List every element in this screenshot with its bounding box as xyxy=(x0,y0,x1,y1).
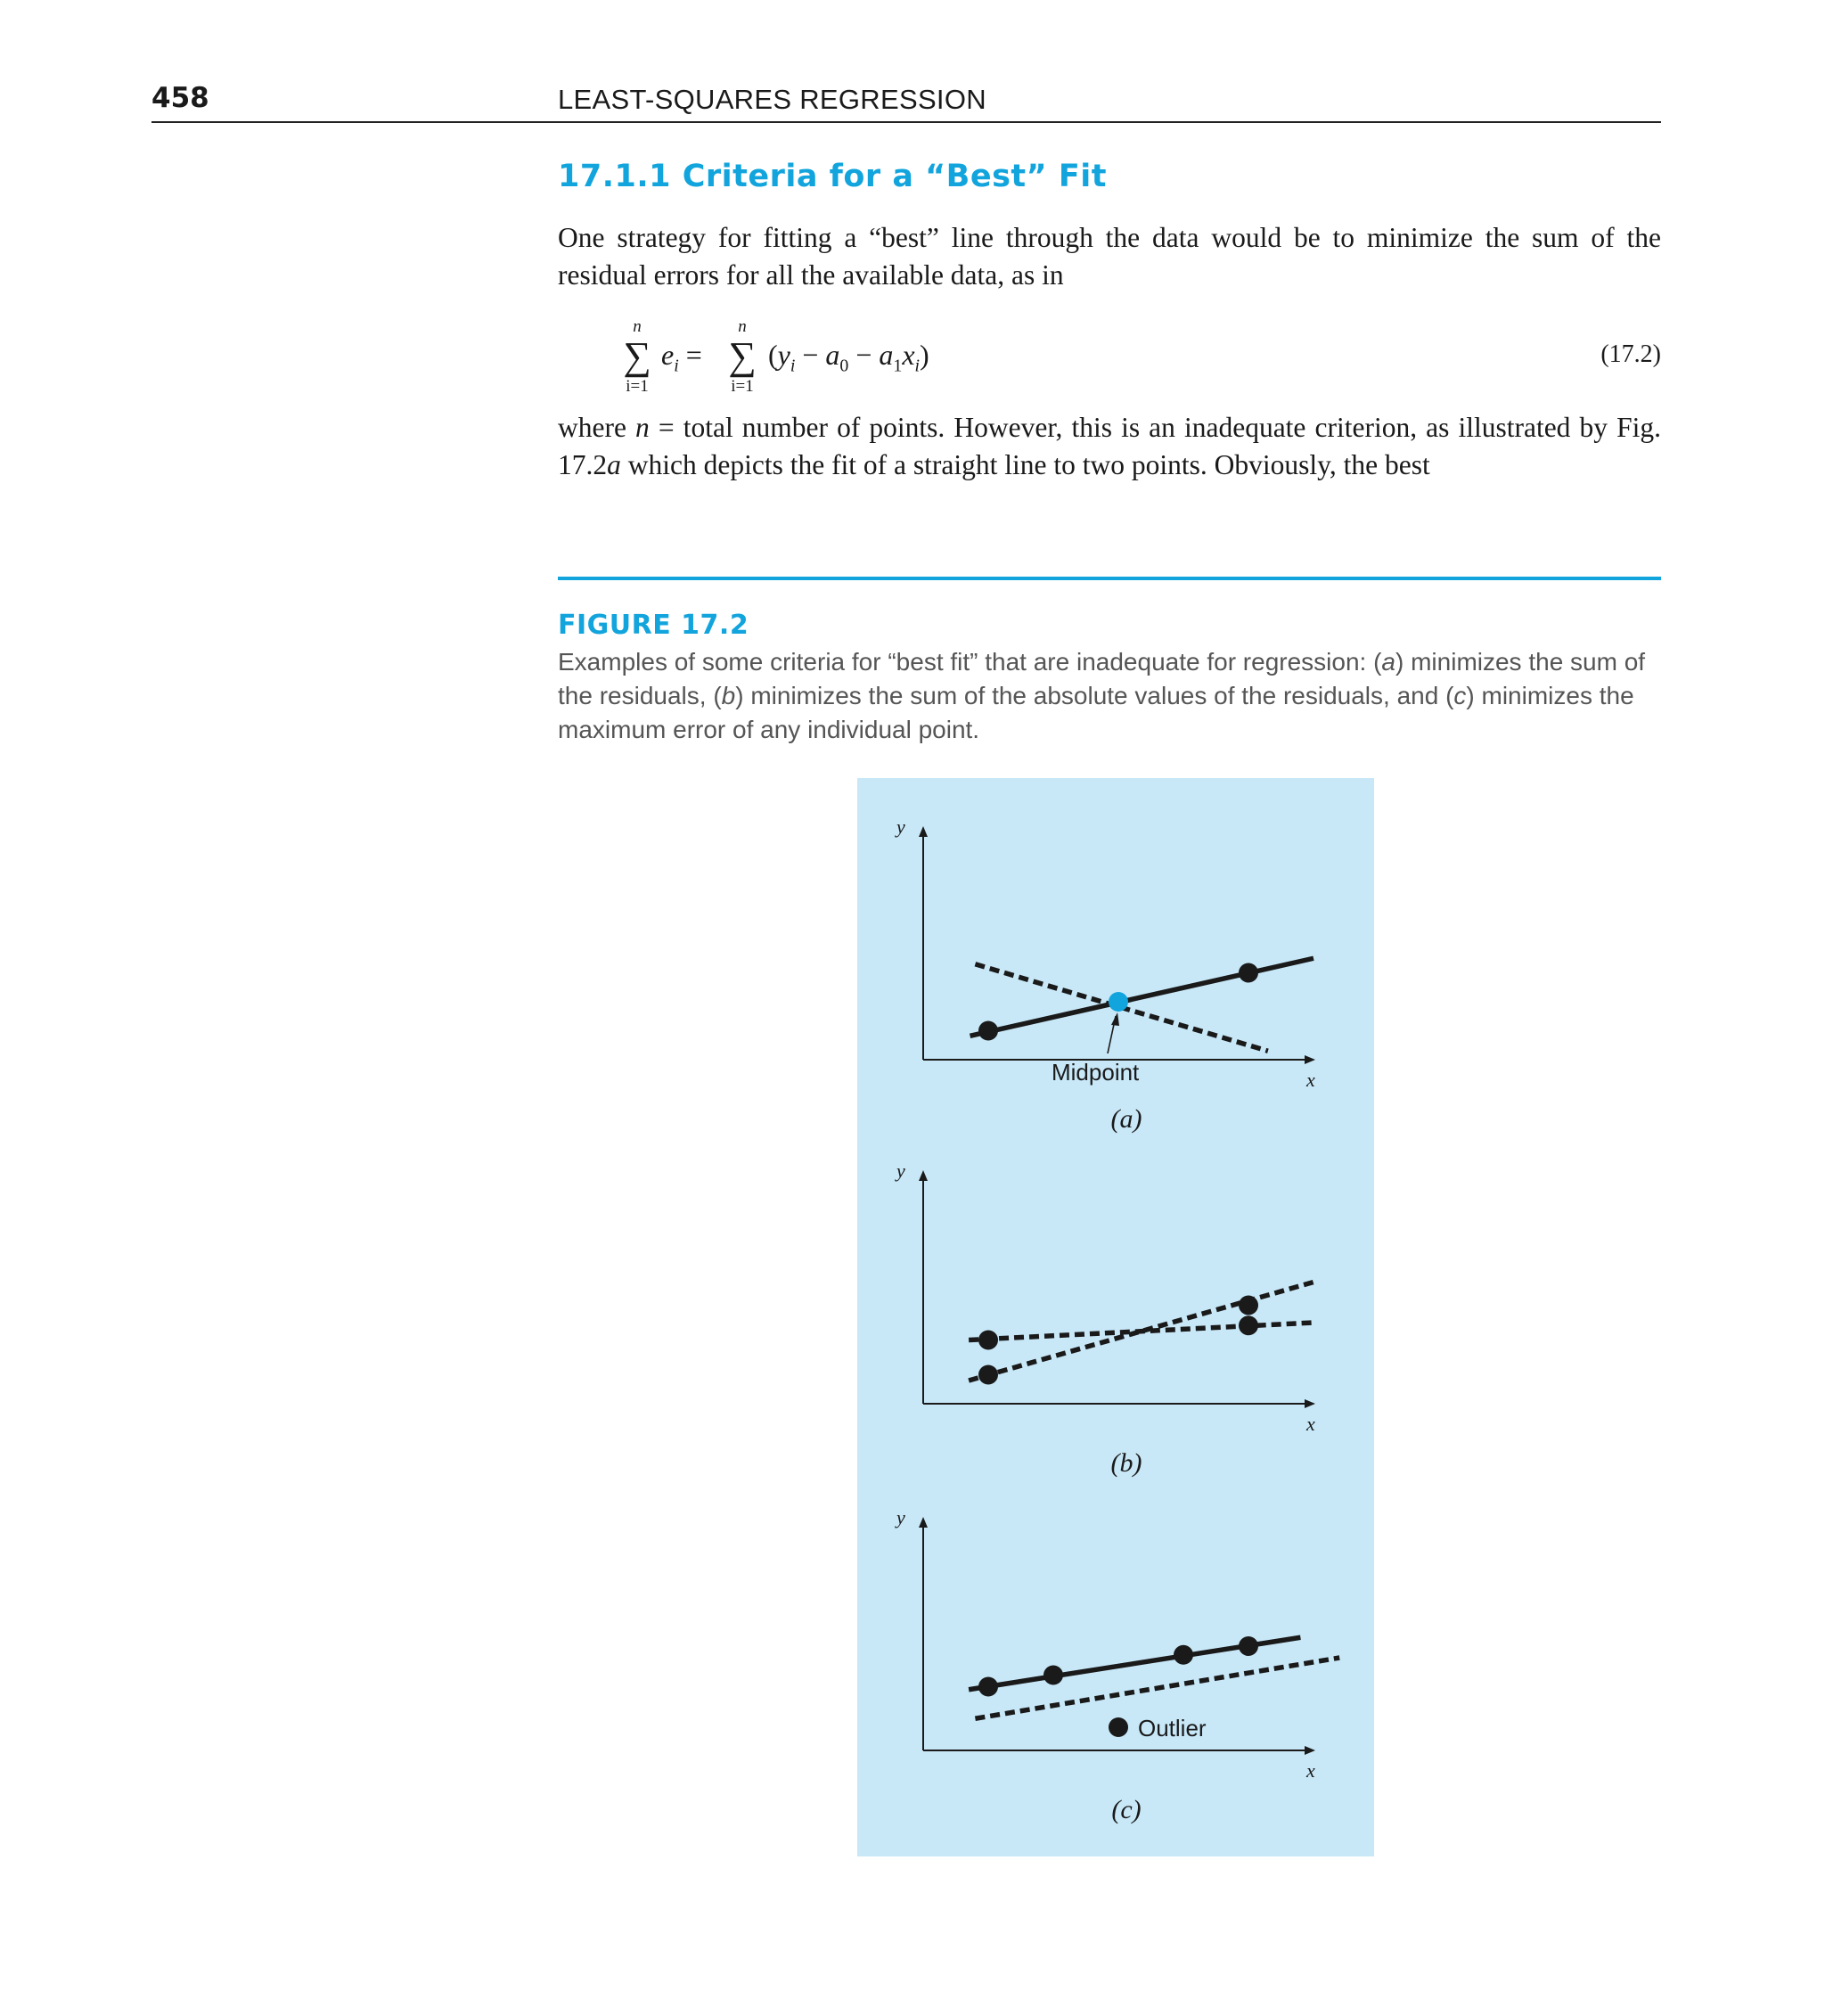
sigma-symbol: ∑ xyxy=(623,334,651,378)
sub-i: i xyxy=(914,356,921,376)
caption-part-label: b xyxy=(721,682,736,709)
sigma-symbol: ∑ xyxy=(728,334,757,378)
y-axis-arrow-icon xyxy=(919,1170,928,1181)
figure-diagram xyxy=(857,778,1374,1856)
close-paren: ) xyxy=(920,339,929,371)
sub-1: 1 xyxy=(893,356,903,376)
sum-upper-limit: n xyxy=(738,317,747,336)
minus-sign: − xyxy=(848,339,880,371)
panel-label-a: (a) xyxy=(1110,1104,1142,1134)
figure-divider xyxy=(558,577,1661,580)
figure-label: FIGURE 17.2 xyxy=(558,610,749,641)
var-a1: a xyxy=(879,339,894,371)
para2-text: where xyxy=(558,412,636,443)
data-point xyxy=(978,1677,998,1697)
open-paren: ( xyxy=(768,339,778,371)
data-point xyxy=(1239,1636,1258,1656)
para2-text: = total number of points. However, this is an inadequate criterion, as illustrated by Fig. 17.2 xyxy=(558,412,1661,480)
data-point xyxy=(1043,1666,1063,1685)
x-axis-label: x xyxy=(1306,1759,1315,1782)
equation-number: (17.2) xyxy=(1600,340,1661,368)
var-a0: a xyxy=(825,339,840,371)
data-point xyxy=(1239,963,1258,983)
y-axis-label: y xyxy=(896,1160,905,1182)
y-axis-arrow-icon xyxy=(919,826,928,837)
sub-i: i xyxy=(790,356,796,376)
panel-label-b: (b) xyxy=(1110,1448,1142,1478)
minus-sign: − xyxy=(795,339,826,371)
solid-fit-line xyxy=(970,958,1314,1036)
y-axis-label: y xyxy=(896,1506,905,1528)
lhs-variable: e xyxy=(661,339,675,371)
sum-upper-limit: n xyxy=(633,317,642,336)
equation-17-2 xyxy=(615,317,1661,397)
x-axis-label: x xyxy=(1306,1069,1315,1091)
annotation-outlier: Outlier xyxy=(1138,1715,1207,1741)
body-paragraph-1: One strategy for fitting a “best” line through the data would be to minimize the sum of the residual errors for all the available data, as in xyxy=(558,222,1661,291)
annotation-midpoint: Midpoint xyxy=(1052,1059,1140,1086)
data-point xyxy=(978,1331,998,1350)
data-point xyxy=(1239,1315,1258,1335)
caption-text: ) minimizes the sum of the residuals, ( xyxy=(558,648,1646,709)
running-head xyxy=(151,78,1661,123)
data-point xyxy=(978,1365,998,1385)
sum-lower-limit: i=1 xyxy=(731,377,754,396)
data-point xyxy=(978,1021,998,1041)
x-axis-arrow-icon xyxy=(1305,1746,1315,1755)
var-y: y xyxy=(777,339,790,371)
dashed-fit-line xyxy=(969,1323,1314,1340)
var-x: x xyxy=(902,339,915,371)
summation-rhs xyxy=(720,317,765,397)
sub-0: 0 xyxy=(839,356,849,376)
figure-panel xyxy=(857,778,1374,1856)
caption-part-label: a xyxy=(1381,648,1395,676)
summation-lhs xyxy=(615,317,659,397)
x-axis-label: x xyxy=(1306,1413,1315,1435)
caption-text: ) minimizes the sum of the absolute values of the residuals, and ( xyxy=(735,682,1454,709)
data-point xyxy=(1239,1296,1258,1315)
para2-figure-ref: a xyxy=(607,449,621,480)
equation-lhs xyxy=(661,339,702,376)
sum-lower-limit: i=1 xyxy=(626,377,649,396)
figure-caption xyxy=(558,645,1661,747)
x-axis-arrow-icon xyxy=(1305,1055,1315,1064)
body-paragraph-2 xyxy=(558,409,1661,484)
panel-label-c: (c) xyxy=(1111,1795,1142,1824)
lhs-subscript: i xyxy=(674,356,679,376)
page-number: 458 xyxy=(151,82,209,114)
chapter-title: LEAST-SQUARES REGRESSION xyxy=(558,84,986,115)
caption-text: Examples of some criteria for “best fit” that are inadequate for regression: ( xyxy=(558,648,1382,676)
outlier-point xyxy=(1109,1717,1128,1737)
caption-text: ) minimizes the maximum error of any individual point. xyxy=(558,682,1634,743)
data-point xyxy=(1174,1645,1193,1665)
midpoint-marker xyxy=(1109,992,1128,1012)
dashed-fit-line xyxy=(975,1658,1339,1718)
para2-variable: n xyxy=(635,412,650,443)
y-axis-arrow-icon xyxy=(919,1517,928,1528)
y-axis-label: y xyxy=(896,815,905,838)
para2-text: which depicts the fit of a straight line to two points. Obviously, the best xyxy=(620,449,1430,480)
equals-sign: = xyxy=(678,339,702,371)
caption-part-label: c xyxy=(1453,682,1467,709)
equation-rhs xyxy=(768,339,929,376)
section-heading: 17.1.1 Criteria for a “Best” Fit xyxy=(558,159,1107,194)
x-axis-arrow-icon xyxy=(1305,1399,1315,1408)
annotation-arrow-icon xyxy=(1111,1012,1119,1026)
